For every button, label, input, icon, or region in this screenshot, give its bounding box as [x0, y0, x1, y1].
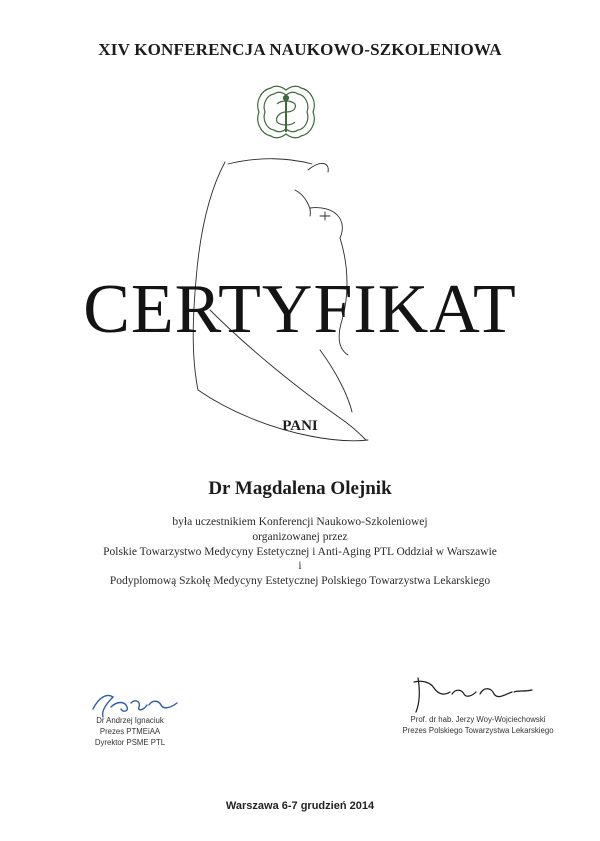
signature-line: Prezes PTMEiAA [99, 727, 161, 736]
body-line: i [298, 560, 302, 573]
signature-caption-left [60, 715, 200, 748]
handwritten-signature-right [408, 672, 538, 716]
seal-emblem-icon [253, 82, 319, 142]
salutation: PANI [282, 418, 318, 434]
certificate-heading: CERTYFIKAT [83, 271, 517, 348]
signature-block-left [60, 685, 200, 755]
signature-line: Dyrektor PSME PTL [94, 738, 166, 747]
body-line: była uczestnikiem Konferencji Naukowo-Szkoleniowej [172, 516, 428, 528]
recipient-name: Dr Magdalena Olejnik [208, 478, 392, 499]
conference-title: XIV KONFERENCJA NAUKOWO-SZKOLENIOWA [98, 40, 502, 59]
signature-line: Prezes Polskiego Towarzystwa Lekarskiego [402, 726, 554, 735]
signature-caption-right [378, 714, 578, 736]
signature-line: Prof. dr hab. Jerzy Woy-Wojciechowski [410, 715, 546, 724]
body-line: Polskie Towarzystwo Medycyny Estetycznej i Anti-Aging PTL Oddział w Warszawie [103, 545, 497, 558]
place-date: Warszawa 6-7 grudzień 2014 [225, 800, 375, 812]
certificate-body [0, 515, 600, 589]
signature-line: Dr Andrzej Ignaciuk [96, 716, 164, 725]
body-line: organizowanej przez [252, 530, 348, 543]
body-line: Podyplomową Szkołę Medycyny Estetycznej Polskiego Towarzystwa Lekarskiego [109, 575, 491, 588]
signature-block-right [378, 672, 578, 752]
